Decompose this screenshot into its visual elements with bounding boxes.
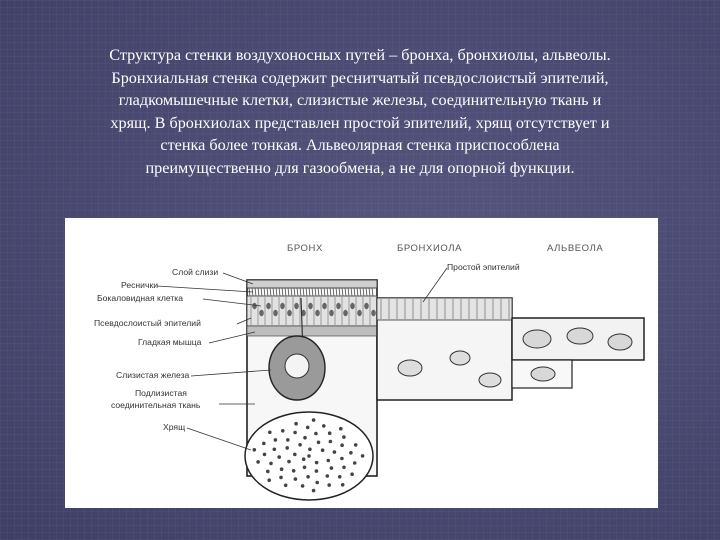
paragraph-line: гладкомышечные клетки, слизистые железы, соединительную ткань и — [118, 91, 602, 110]
airway-wall-figure — [65, 218, 658, 508]
label-pseudostratified-epithelium: Псевдослоистый эпителий — [94, 318, 201, 328]
bronchiole-wall — [377, 298, 512, 400]
slide-paragraph — [30, 44, 690, 180]
header-alveolus: АЛЬВЕОЛА — [547, 243, 604, 254]
label-submucosa-line2: соединительная ткань — [111, 400, 201, 410]
paragraph-line: Бронхиальная стенка содержит реснитчатый псевдослоистый эпителий, — [111, 68, 609, 87]
paragraph-line: преимущественно для газообмена, а не для опорной функции. — [145, 158, 575, 177]
label-mucous-gland: Слизистая железа — [116, 370, 190, 380]
alveolus-wall — [512, 318, 644, 388]
paragraph-line: стенка более тонкая. Альвеолярная стенка приспособлена — [160, 136, 560, 155]
header-bronchus: БРОНХ — [287, 243, 323, 254]
paragraph-line: Структура стенки воздухоносных путей – бронха, бронхиолы, альвеолы. — [109, 46, 611, 64]
pseudostratified-epithelium-shape — [247, 296, 377, 326]
airway-wall-diagram — [65, 218, 658, 508]
bronchus-wall — [245, 280, 377, 500]
label-submucosa-line1: Подлизистая — [135, 388, 187, 398]
label-smooth-muscle: Гладкая мышца — [138, 337, 202, 347]
header-bronchiole: БРОНХИОЛА — [397, 243, 463, 254]
mucus-layer-shape — [247, 280, 377, 288]
smooth-muscle-shape — [247, 326, 377, 336]
label-mucus-layer: Слой слизи — [172, 267, 219, 277]
label-goblet-cell: Бокаловидная клетка — [97, 293, 184, 303]
label-cilia: Реснички — [121, 280, 159, 290]
label-simple-epithelium: Простой эпителий — [447, 262, 520, 272]
label-cartilage: Хрящ — [163, 422, 186, 432]
paragraph-line: хрящ. В бронхиолах представлен простой эпителий, хрящ отсутствует и — [110, 113, 610, 132]
